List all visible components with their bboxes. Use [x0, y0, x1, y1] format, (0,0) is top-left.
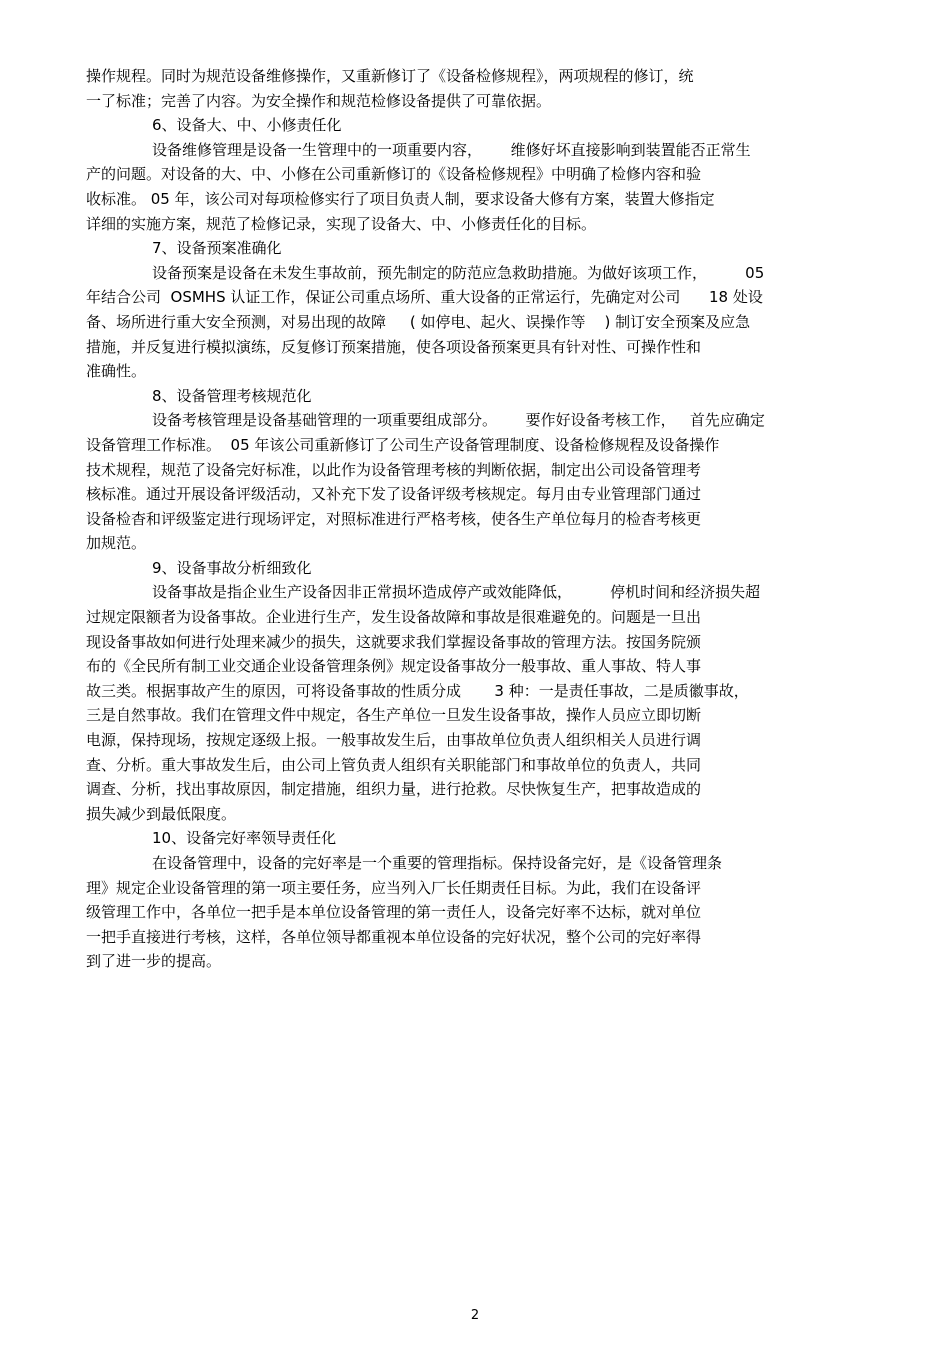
section-heading: 9、设备事故分析细致化 [152, 558, 312, 577]
text-line: 级管理工作中，各单位一把手是本单位设备管理的第一责任人，设备完好率不达标，就对单位 [86, 903, 702, 922]
text-line: 布的《全民所有制工业交通企业设备管理条例》规定设备事故分一般事故、重人事故、特人事 [86, 657, 702, 676]
text-line: 损失减少到最低限度。 [86, 804, 237, 823]
text-line: 设备预案是设备在未发生事故前，预先制定的防范应急救助措施。为做好该项工作， 05 [152, 263, 765, 282]
text-line: 详细的实施方案，规范了检修记录，实现了设备大、中、小修责任化的目标。 [86, 214, 597, 233]
text-line: 备、场所进行重大安全预测，对易出现的故障 ( 如停电、起火、误操作等 ) 制订安全预案及应急 [86, 312, 751, 331]
text-line: 技术规程，规范了设备完好标准，以此作为设备管理考核的判断依据，制定出公司设备管理考 [86, 460, 702, 479]
section-heading: 7、设备预案准确化 [152, 239, 282, 258]
section-heading: 6、设备大、中、小修责任化 [152, 116, 342, 135]
section-heading: 8、设备管理考核规范化 [152, 386, 312, 405]
text-line: 准确性。 [86, 362, 147, 381]
text-line: 核标准。通过开展设备评级活动，又补充下发了设备评级考核规定。每月由专业管理部门通过 [86, 485, 702, 504]
text-line: 设备维修管理是设备一生管理中的一项重要内容， 维修好坏直接影响到装置能否正常生 [152, 140, 751, 159]
text-line: 过规定限额者为设备事故。企业进行生产，发生设备故障和事故是很难避免的。问题是一旦出 [86, 608, 702, 627]
text-line: 操作规程。同时为规范设备维修操作，又重新修订了《设备检修规程》，两项规程的修订，统 [86, 67, 694, 85]
page-number: 2 [470, 1308, 480, 1323]
text-line: 调查、分析，找出事故原因，制定措施，组织力量，进行抢救。尽快恢复生产，把事故造成的 [86, 780, 702, 799]
section-heading: 10、设备完好率领导责任化 [152, 829, 337, 848]
text-line: 一了标准；完善了内容。为安全操作和规范检修设备提供了可靠依据。 [86, 91, 552, 110]
text-line: 在设备管理中，设备的完好率是一个重要的管理指标。保持设备完好，是《设备管理条 [152, 854, 723, 872]
text-line: 故三类。根据事故产生的原因，可将设备事故的性质分成 3 种：一是责任事故，二是质徽事故， [86, 681, 749, 700]
text-line: 设备事故是指企业生产设备因非正常损坏造成停产或效能降低， 停机时间和经济损失超 [152, 583, 761, 602]
text-line: 现设备事故如何进行处理来减少的损失，这就要求我们掌握设备事故的管理方法。按国务院颁 [86, 632, 702, 651]
text-line: 电源，保持现场，按规定逐级上报。一般事故发生后，由事故单位负责人组织相关人员进行调 [86, 731, 702, 750]
text-line: 查、分析。重大事故发生后，由公司上管负责人组织有关职能部门和事故单位的负责人，共同 [86, 755, 702, 774]
text-line: 年结合公司 OSMHS 认证工作，保证公司重点场所、重大设备的正常运行，先确定对公司 18 处设 [86, 288, 763, 307]
text-line: 产的问题。对设备的大、中、小修在公司重新修订的《设备检修规程》中明确了检修内容和验 [86, 165, 702, 184]
text-line: 设备考核管理是设备基础管理的一项重要组成部分。 要作好设备考核工作， 首先应确定 [152, 411, 765, 430]
document-body [86, 64, 886, 974]
text-line: 设备管理工作标准。 05 年该公司重新修订了公司生产设备管理制度、设备检修规程及设备操作 [86, 435, 720, 454]
text-line: 设备检杳和评级鉴定进行现场评定，对照标准进行严格考核，使各生产单位每月的检杳考核更 [86, 509, 702, 528]
text-line: 理》规定企业设备管理的第一项主要任务，应当列入厂长任期责任目标。为此，我们在设备评 [86, 878, 702, 897]
text-line: 加规范。 [86, 534, 147, 553]
text-line: 到了进一步的提高。 [86, 952, 222, 971]
text-line: 一把手直接进行考核，这样，各单位领导都重视本单位设备的完好状况，整个公司的完好率得 [86, 927, 702, 946]
text-line: 收标准。 05 年，该公司对每项检修实行了项目负责人制，要求设备大修有方案，装置大修指定 [86, 189, 715, 208]
text-line: 措施，并反复进行模拟演练，反复修订预案措施，使各项设备预案更具有针对性、可操作性和 [86, 337, 702, 356]
text-line: 三是自然事故。我们在管理文件中规定，各生产单位一旦发生设备事故，操作人员应立即切断 [86, 706, 702, 725]
